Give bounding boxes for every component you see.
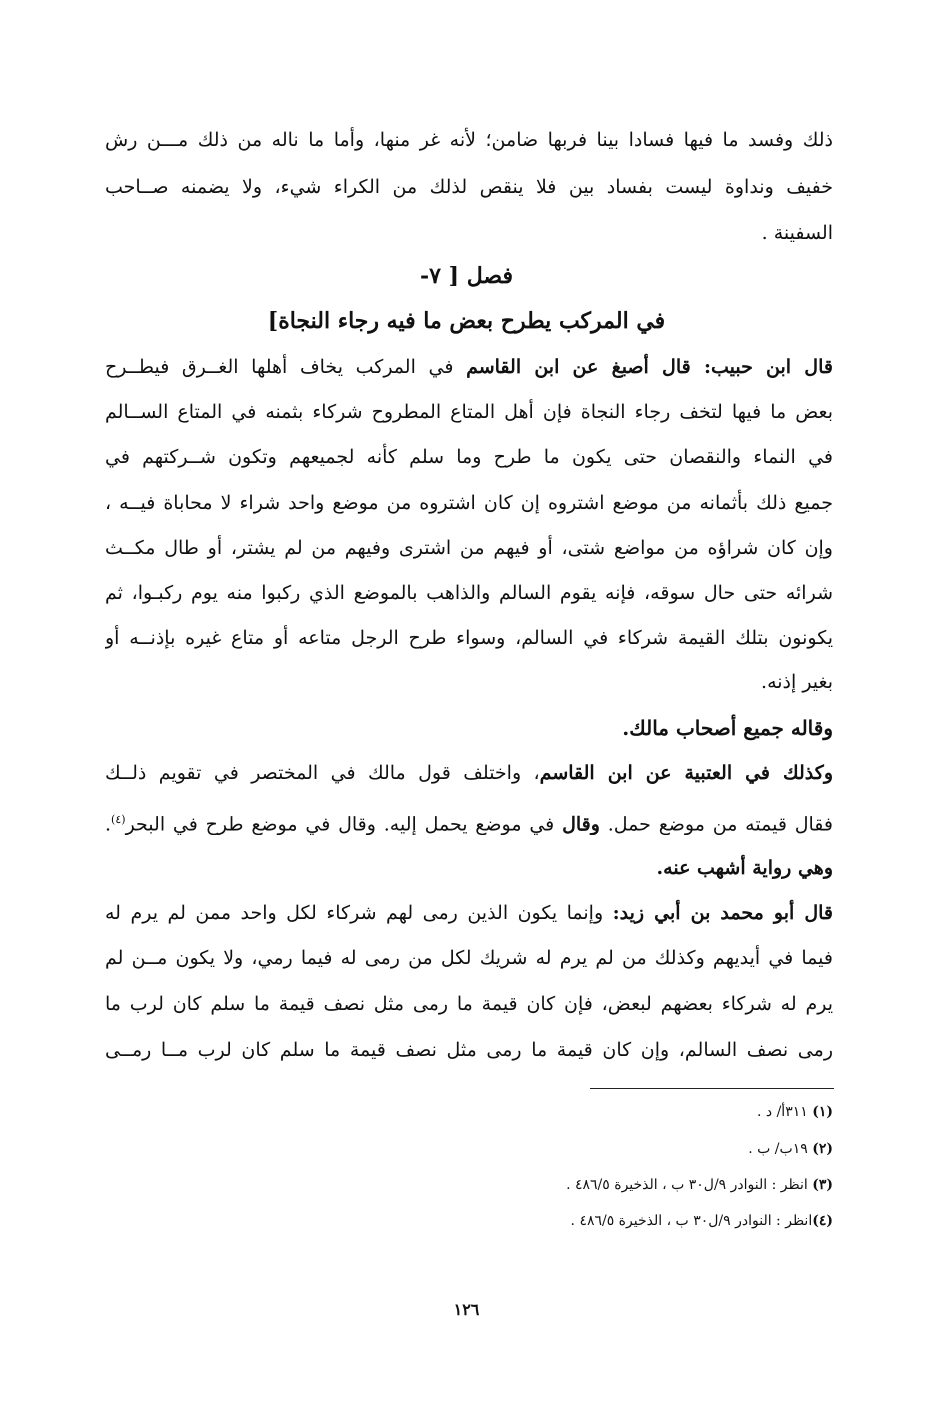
- text-run: فقال قيمته من موضع حمل.: [599, 813, 833, 835]
- text-line: يرم له شركاء بعضهم لبعض، فإن كان قيمة ما رمى مثل نصف قيمة ما سلم كان لرب ما: [105, 993, 833, 1015]
- text-run: بغير إذنه.: [761, 671, 833, 693]
- footnote-text: انظر : النوادر ٩/ل٣٠ ب ، الذخيرة ٤٨٦/٥ .: [570, 1213, 813, 1229]
- paragraph-lead: قال أبو محمد بن أبي زيد:: [612, 902, 833, 924]
- footnote-number: (٣): [812, 1177, 833, 1193]
- text-line: رمى نصف السالم، وإن كان قيمة ما رمى مثل نصف قيمة ما سلم كان لرب مــا رمــى: [105, 1039, 833, 1061]
- text-line: [105, 667, 833, 697]
- text-run: في المركب يخاف أهلها الغــرق فيطــرح: [105, 356, 467, 378]
- text-line: ذلك وفسد ما فيها فسادا بينا فربها ضامن؛ لأنه غر منها، وأما ما ناله من ذلك مـــن رش: [105, 129, 833, 151]
- footnote: [200, 1138, 833, 1160]
- text-run: وإنما يكون الذين رمى لهم شركاء لكل واحد ممن لم يرم له: [105, 902, 613, 924]
- text-line: وإن كان شراؤه من مواضع شتى، أو فيهم من اشترى وفيهم من لم يشتر، أو طال مكــث: [105, 537, 833, 559]
- paragraph-lead: وكذلك في العتبية عن ابن القاسم: [539, 762, 833, 784]
- text-line: فيما في أيديهم وكذلك من لم يرم له شريك لكل من رمى له فيما رمي، ولا يكون مــن لم: [105, 947, 833, 969]
- text-line: خفيف ونداوة ليست بفساد بين فلا ينقص لذلك من الكراء شيء، ولا يضمنه صــاحب: [105, 176, 833, 198]
- footnote-marker: (٤): [111, 813, 126, 826]
- section-heading: فصل [ ٧-: [420, 263, 513, 289]
- paragraph-lead: قال ابن حبيب: قال أصبغ عن ابن القاسم: [466, 356, 833, 378]
- text-line: السفينة .: [761, 222, 833, 244]
- text-run: ، واختلف قول مالك في المختصر في تقويم ذلــك: [105, 762, 540, 784]
- text-line: بعض ما فيها لتخف رجاء النجاة فإن أهل المتاع المطروح شركاء بثمنه في المتاع الســالم: [105, 401, 833, 423]
- text-line: جميع ذلك بأثمانه من موضع اشتروه إن كان اشتروه من موضع واحد شراء لا محاباة فيــه ،: [105, 492, 833, 514]
- text-run-bold: وقال: [562, 813, 600, 835]
- page-number: ١٢٦: [453, 1300, 480, 1319]
- footnote-text: ٣١١أ/ د .: [757, 1104, 813, 1120]
- text-line: شرائه حتى حال سوقه، فإنه يقوم السالم والذاهب بالموضع الذي ركبوا منه يوم ركبـوا، ثم: [105, 582, 833, 604]
- footnote-text: انظر : النوادر ٩/ل٣٠ ب ، الذخيرة ٤٨٦/٥ .: [566, 1177, 813, 1193]
- text-line: [105, 352, 833, 382]
- text-line: [105, 758, 833, 788]
- footnote-separator: [590, 1088, 834, 1089]
- footnote-number: (١): [812, 1104, 833, 1120]
- text-line: فقال قيمته من موضع حمل. وقال في موضع يحمل إليه. وقال في موضع طرح في البحر$^{(٤)}$.: [105, 813, 833, 835]
- text-line: وقاله جميع أصحاب مالك.: [622, 716, 833, 740]
- section-subheading: في المركب يطرح بعض ما فيه رجاء النجاة]: [267, 308, 666, 334]
- footnote: [200, 1210, 833, 1232]
- footnote: [200, 1174, 833, 1196]
- text-line: [105, 898, 833, 928]
- text-run: في موضع يحمل إليه. وقال في موضع طرح في البحر: [125, 813, 563, 835]
- footnote: [200, 1101, 833, 1123]
- text-line: في النماء والنقصان حتى يكون ما طرح وما سلم كأنه لجميعهم وتكون شــركتهم في: [105, 446, 833, 468]
- text-line: يكونون بتلك القيمة شركاء في السالم، وسواء طرح الرجل متاعه أو متاع غيره بإذنــه أو: [105, 627, 833, 649]
- footnote-number: (٤): [812, 1213, 833, 1229]
- text-line: وهي رواية أشهب عنه.: [656, 857, 833, 879]
- footnote-number: (٢): [812, 1141, 833, 1157]
- footnote-text: ١٩ب/ ب .: [748, 1141, 813, 1157]
